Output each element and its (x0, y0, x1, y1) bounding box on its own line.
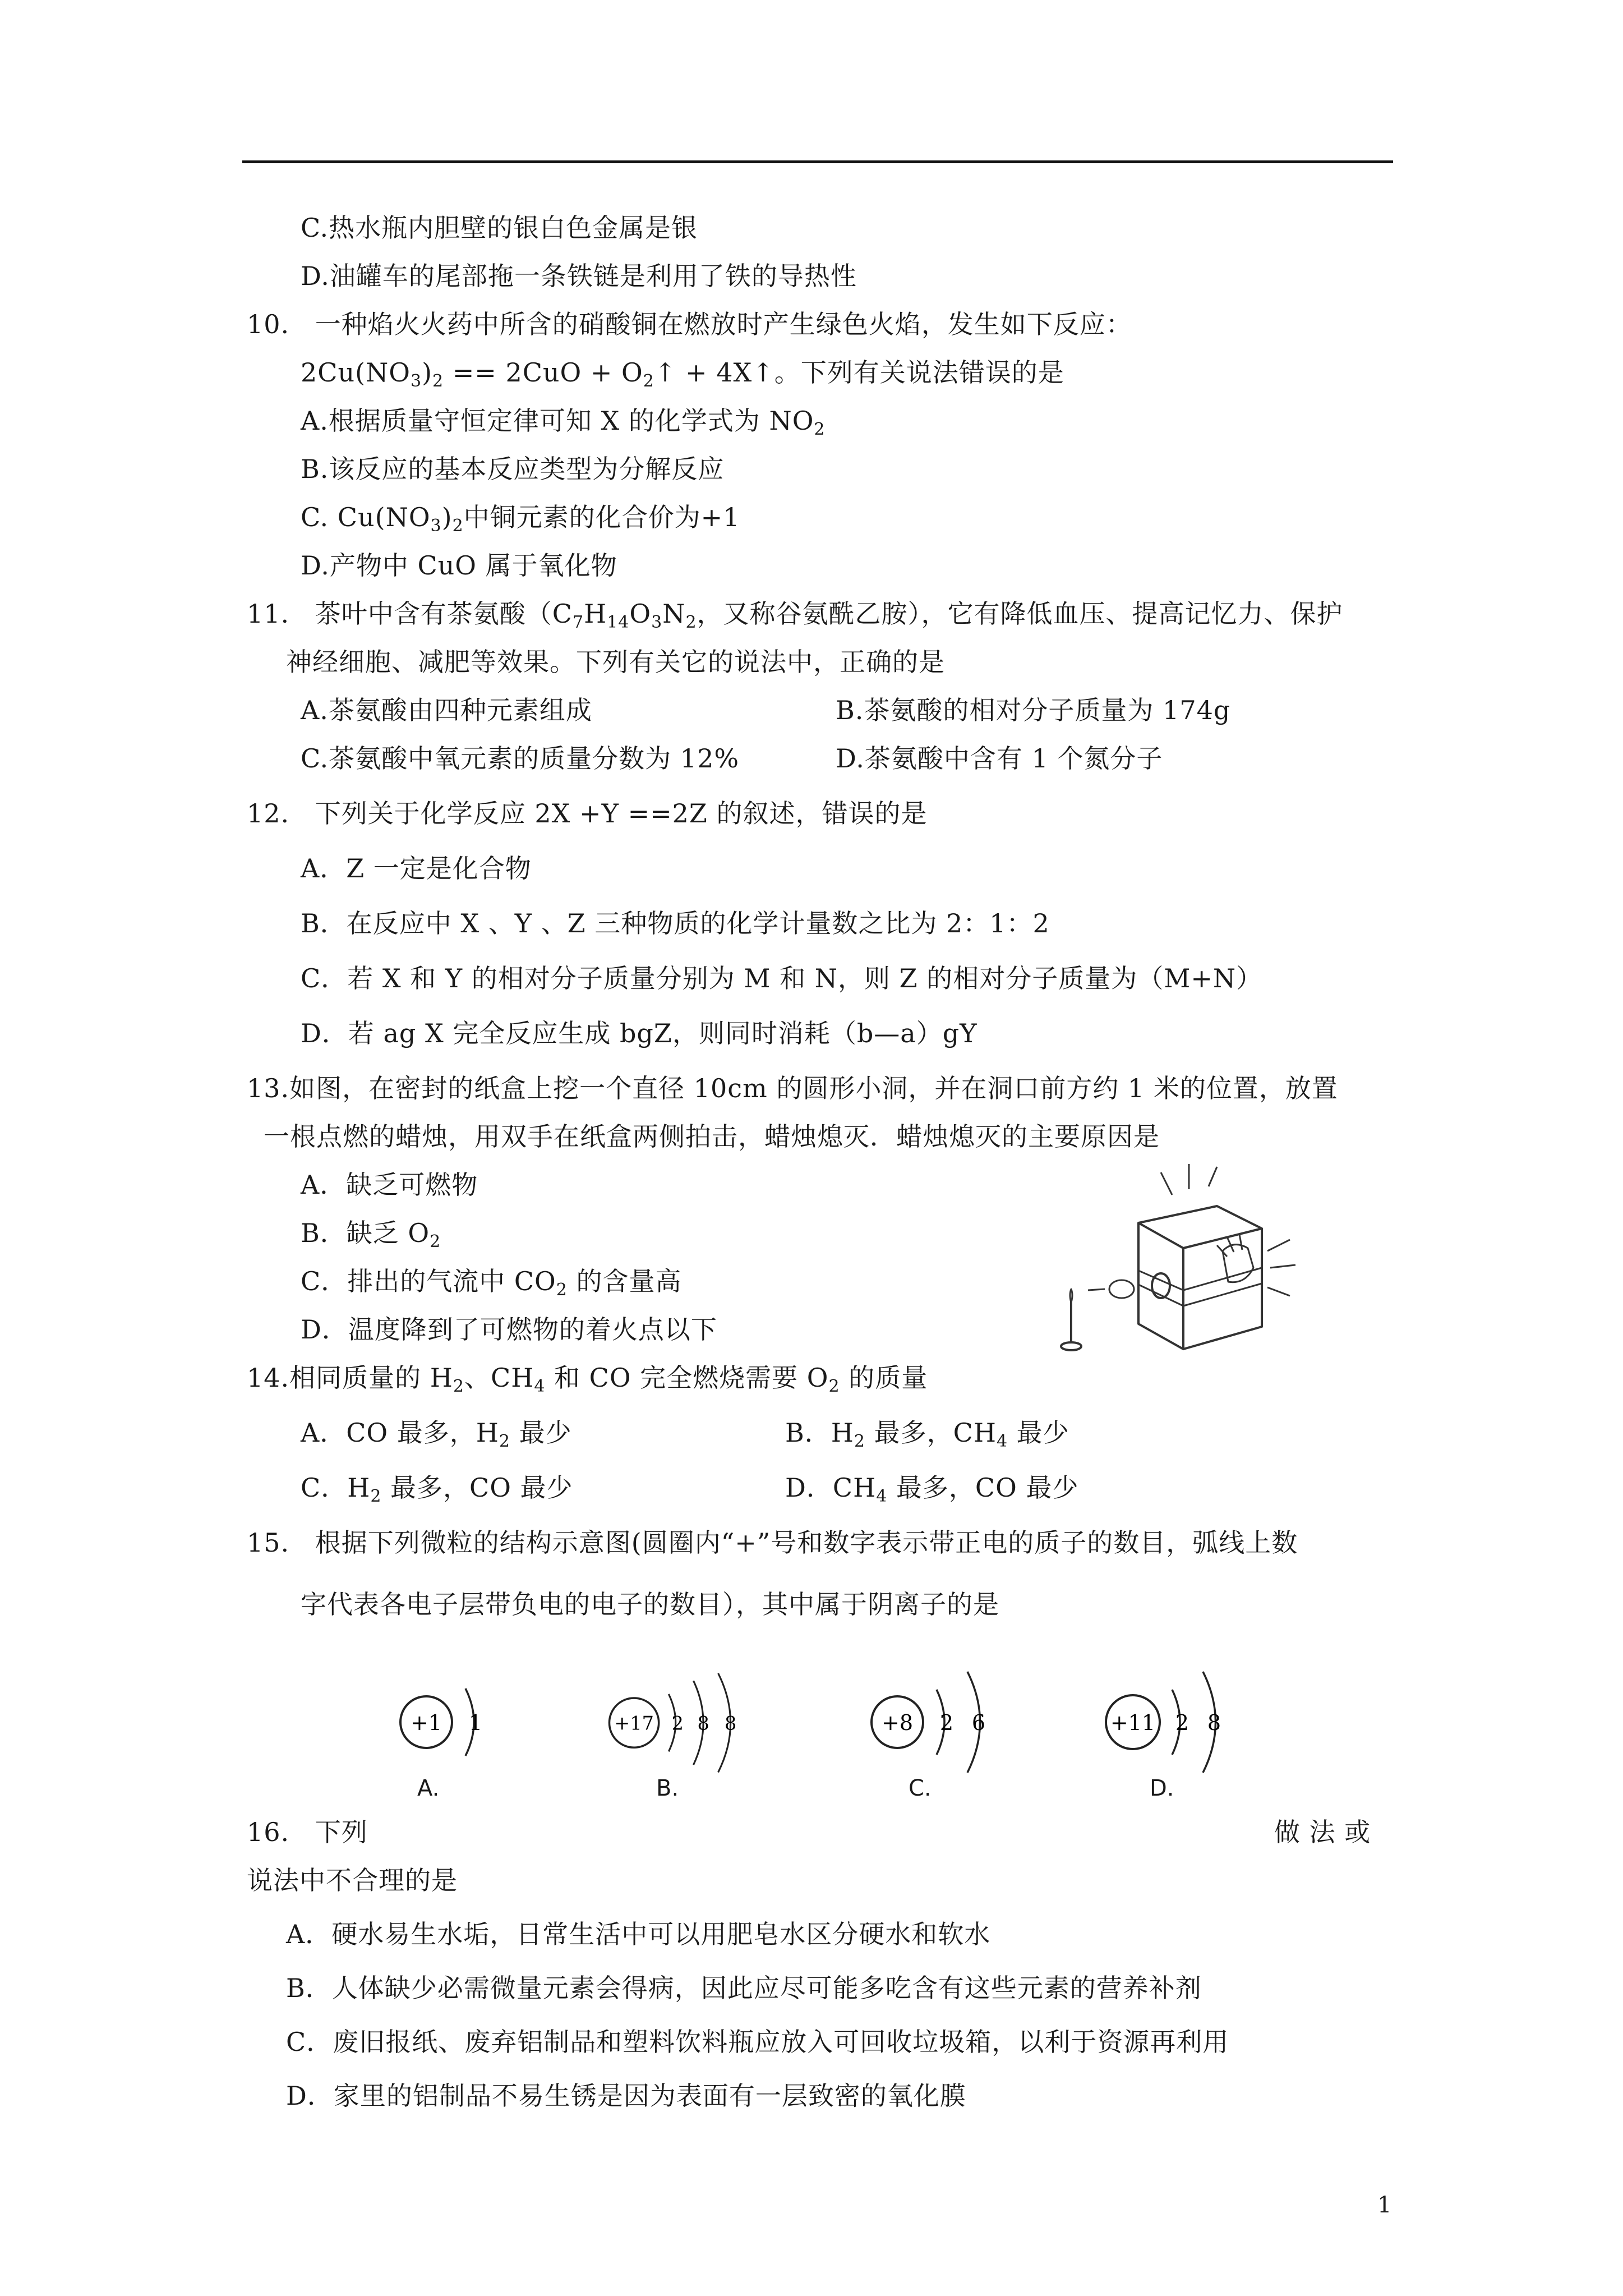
q14-number: 14. (247, 1363, 290, 1393)
atom-diagram-d (1094, 1655, 1262, 1801)
page-number: 1 (1377, 2192, 1392, 2218)
q16-number: 16. (247, 1817, 290, 1847)
electron-count: 8 (1207, 1710, 1221, 1735)
q13-option-b: B．缺乏 $O_2$ (301, 1218, 441, 1251)
q15-stem-line1: 15. 根据下列微粒的结构示意图(圆圈内“+”号和数字表示带正电的质子的数目，弧线上数 (247, 1526, 1298, 1559)
q16-option-c: C．废旧报纸、废弃铝制品和塑料饮料瓶应放入可回收垃圾箱，以利于资源再利用 (286, 2027, 1229, 2057)
atom-label-a: A. (417, 1775, 440, 1801)
q10-stem-text: 一种焰火火药中所含的硝酸铜在燃放时产生绿色火焰，发生如下反应： (315, 309, 1132, 339)
q14-option-b: B．$H_2$ 最多，$CH_4$ 最少 (785, 1418, 1069, 1451)
q14-option-c: C．$H_2$ 最多，CO 最少 (301, 1473, 573, 1506)
atom-label-b: B. (656, 1775, 679, 1801)
q11-number: 11. (247, 599, 290, 629)
box-candle-illustration (1049, 1156, 1318, 1369)
q11-option-d: D.茶氨酸中含有 1 个氮分子 (836, 743, 1163, 774)
q13-option-a: A．缺乏可燃物 (301, 1170, 478, 1200)
header-rule (242, 160, 1393, 163)
q12-number: 12. (247, 798, 290, 829)
q10-equation: $2Cu(NO_3)_2 == 2CuO$ + $O_2↑$ + 4X↑。下列有关说法错误的是 (301, 357, 1064, 391)
electron-count: 1 (468, 1710, 483, 1735)
nucleus-label: +11 (1110, 1710, 1156, 1735)
q16-stem-line1: 16. 下列 (247, 1815, 368, 1849)
nucleus-label: +17 (614, 1712, 654, 1734)
atom-diagram-c (858, 1655, 1026, 1801)
q15-stem-line2: 字代表各电子层带负电的电子的数目），其中属于阴离子的是 (301, 1589, 999, 1619)
electron-count: 2 (671, 1712, 684, 1734)
atom-label-d: D. (1150, 1775, 1174, 1801)
q14-option-d: D．$CH_4$ 最多，CO 最少 (785, 1473, 1079, 1506)
electron-count: 2 (1175, 1710, 1189, 1735)
nucleus-label: +1 (410, 1710, 442, 1735)
q16-stem-line2: 说法中不合理的是 (247, 1865, 458, 1895)
q14-stem: 14.相同质量的 $H_2$、$CH_4$ 和 CO 完全燃烧需要 $O_2$ 的质量 (247, 1361, 928, 1395)
q11-option-b: B.茶氨酸的相对分子质量为 174g (836, 695, 1231, 725)
q9-option-d: D.油罐车的尾部拖一条铁链是利用了铁的导热性 (301, 261, 857, 291)
q11-option-c: C.茶氨酸中氧元素的质量分数为 12% (301, 743, 740, 774)
electron-count: 8 (724, 1712, 737, 1734)
q13-number: 13. (247, 1073, 290, 1103)
q11-stem-line1: 11. 茶叶中含有茶氨酸（$C_7H_{14}O_3N_2$，又称谷氨酰乙胺），它有降低血压、提高记忆力、保护 (247, 597, 1343, 631)
q16-option-b: B．人体缺少必需微量元素会得病，因此应尽可能多吃含有这些元素的营养补剂 (286, 1973, 1202, 2003)
electron-count: 2 (939, 1710, 954, 1735)
q13-stem-line1: 13.如图，在密封的纸盒上挖一个直径 10cm 的圆形小洞，并在洞口前方约 1 米的位置，放置 (247, 1071, 1338, 1105)
nucleus-label: +8 (881, 1710, 914, 1735)
q13-option-c: C．排出的气流中 $CO_2$ 的含量高 (301, 1266, 682, 1300)
electron-count: 6 (971, 1710, 986, 1735)
q16-option-d: D．家里的铝制品不易生锈是因为表面有一层致密的氧化膜 (286, 2081, 966, 2111)
q9-option-c: C.热水瓶内胆壁的银白色金属是银 (301, 213, 698, 243)
q12-option-b: B．在反应中 X 、Y 、Z 三种物质的化学计量数之比为 2：1：2 (301, 908, 1050, 938)
q10-option-d: D.产物中 CuO 属于氧化物 (301, 550, 617, 581)
q15-number: 15. (247, 1527, 290, 1558)
q12-option-c: C．若 X 和 Y 的相对分子质量分别为 M 和 N，则 Z 的相对分子质量为（M+N） (301, 963, 1263, 993)
q13-option-d: D．温度降到了可燃物的着火点以下 (301, 1314, 717, 1345)
atom-label-c: C. (909, 1775, 932, 1801)
electron-count: 8 (697, 1712, 709, 1734)
q12-option-a: A．Z 一定是化合物 (301, 853, 532, 884)
q10-stem (247, 307, 1132, 341)
q10-option-c: C. $Cu(NO_3)_2$中铜元素的化合价为+1 (301, 502, 740, 536)
q11-option-a: A.茶氨酸由四种元素组成 (301, 695, 592, 725)
q12-stem: 12. 下列关于化学反应 2X +Y ==2Z 的叙述，错误的是 (247, 797, 928, 830)
q14-option-a: A．CO 最多，$H_2$ 最少 (301, 1418, 572, 1451)
q10-option-a: A.根据质量守恒定律可知 X 的化学式为 $NO_2$ (301, 406, 826, 439)
q10-option-b: B.该反应的基本反应类型为分解反应 (301, 454, 725, 484)
q12-option-d: D．若 ag X 完全反应生成 bgZ，则同时消耗（b—a）gY (301, 1018, 978, 1048)
q16-option-a: A．硬水易生水垢，日常生活中可以用肥皂水区分硬水和软水 (286, 1919, 991, 1949)
q13-stem-line2: 一根点燃的蜡烛，用双手在纸盒两侧拍击，蜡烛熄灭．蜡烛熄灭的主要原因是 (264, 1121, 1160, 1152)
q10-number: 10. (247, 309, 290, 339)
q16-stem-right: 做 法 或 (1274, 1817, 1371, 1847)
q11-stem-line2: 神经细胞、减肥等效果。下列有关它的说法中，正确的是 (286, 647, 945, 677)
